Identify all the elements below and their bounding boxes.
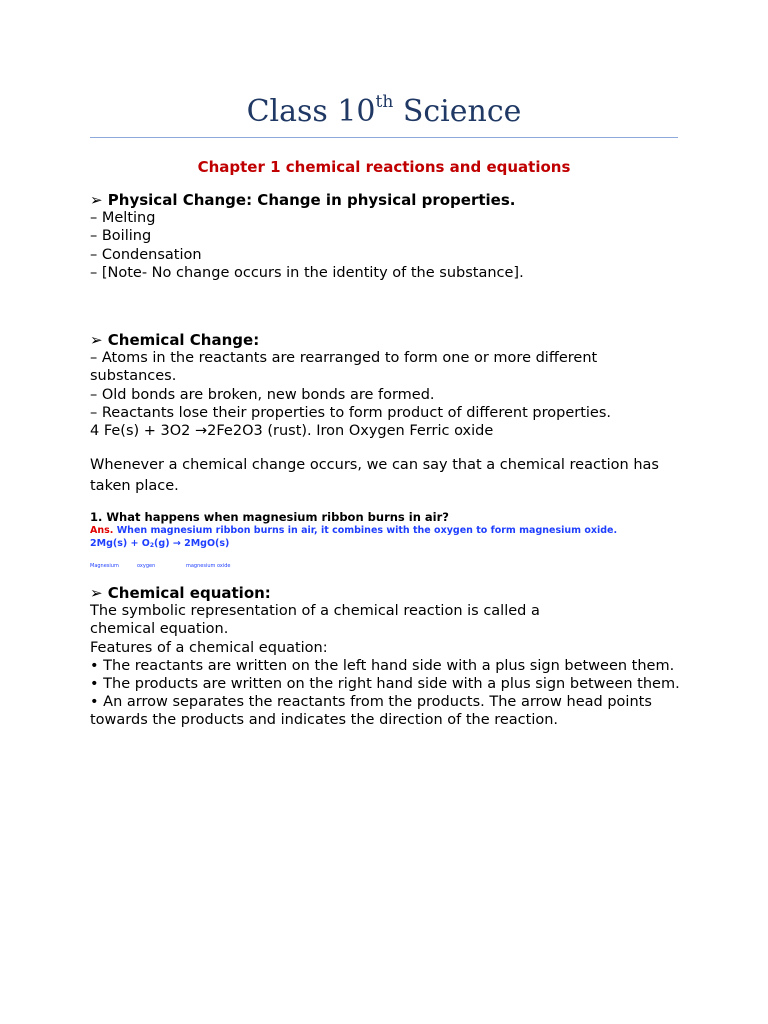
list-item: – Atoms in the reactants are rearranged to form one or more different substances.	[90, 350, 598, 385]
document-page	[90, 0, 678, 1024]
feature-item: • An arrow separates the reactants from the products. The arrow head points towards the products and indicates the direction of the reaction.	[90, 694, 652, 729]
list-item: – Boiling	[90, 228, 152, 245]
summary-text: Whenever a chemical change occurs, we can say that a chemical reaction has taken place.	[90, 457, 659, 494]
question-text: 1. What happens when magnesium ribbon burns in air?	[90, 510, 449, 524]
chemical-equation-section	[90, 584, 680, 730]
summary-paragraph	[90, 455, 665, 497]
paragraph-line: Features of a chemical equation:	[90, 639, 328, 656]
list-item: – Melting	[90, 210, 156, 227]
equation-part: 2Mg(s) + O	[90, 537, 150, 549]
magnesium-equation	[90, 538, 678, 551]
title-divider	[90, 137, 678, 138]
label-magnesium-oxide: magnesium oxide	[186, 563, 231, 569]
rust-equation: 4 Fe(s) + 3O2 →2Fe2O3 (rust). Iron Oxygen Ferric oxide	[90, 423, 494, 440]
page-title	[90, 92, 678, 132]
label-oxygen: oxygen	[137, 563, 156, 569]
label-magnesium: Magnesium	[90, 563, 119, 569]
equation-subscript: 2	[149, 541, 155, 549]
chapter-heading: Chapter 1 chemical reactions and equations	[197, 158, 571, 176]
physical-change-section	[90, 191, 690, 282]
answer-block	[90, 525, 678, 550]
feature-item: • The products are written on the right hand side with a plus sign between them.	[90, 676, 680, 693]
answer-text: When magnesium ribbon burns in air, it combines with the oxygen to form magnesium oxide.	[113, 525, 618, 536]
feature-item: • The reactants are written on the left hand side with a plus sign between them.	[90, 657, 675, 674]
chemical-equation-heading: ➢ Chemical equation:	[90, 584, 271, 602]
paragraph-line: The symbolic representation of a chemical reaction is called a	[90, 603, 540, 620]
answer-label: Ans.	[90, 525, 114, 536]
list-item: – Reactants lose their properties to form product of different properties.	[90, 404, 611, 421]
list-item: – Condensation	[90, 246, 202, 263]
chemical-change-section	[90, 331, 635, 440]
title-superscript: th	[375, 92, 394, 112]
answer-line	[90, 525, 678, 538]
title-main: Class 10	[246, 94, 376, 129]
list-item: – Old bonds are broken, new bonds are formed.	[90, 386, 435, 403]
list-item: – [Note- No change occurs in the identity of the substance].	[90, 264, 524, 281]
chemical-change-heading: ➢ Chemical Change:	[90, 331, 260, 349]
title-tail: Science	[393, 94, 522, 129]
physical-change-heading: ➢ Physical Change: Change in physical properties.	[90, 191, 516, 209]
paragraph-line: chemical equation.	[90, 621, 229, 638]
equation-part: (g) → 2MgO(s)	[154, 537, 230, 549]
